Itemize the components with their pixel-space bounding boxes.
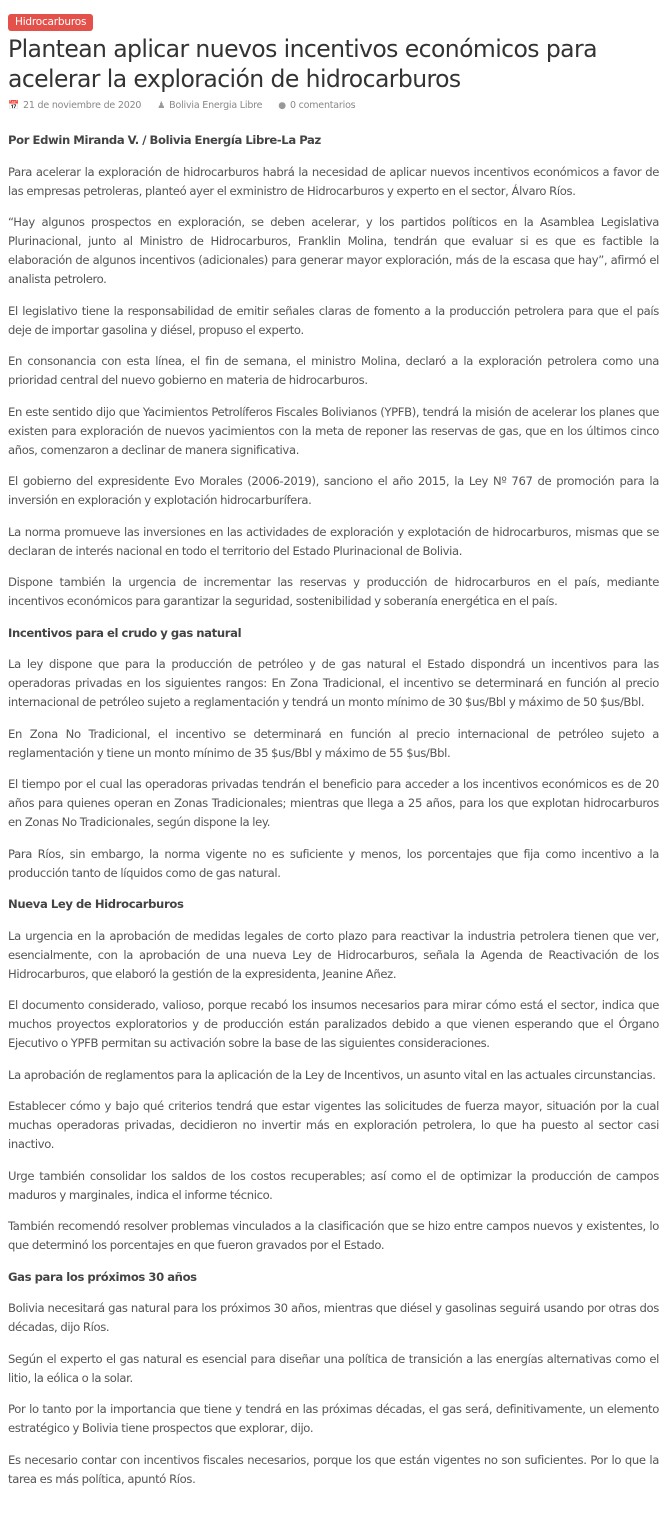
article-title: Plantean aplicar nuevos incentivos económicos para acelerar la exploración de hidrocarburos [8, 35, 597, 93]
post-author[interactable]: Bolivia Energia Libre [169, 100, 263, 111]
calendar-icon: 📅 [8, 100, 20, 111]
post-date[interactable]: 21 de noviembre de 2020 [23, 100, 142, 111]
paragraph: En consonancia con esta línea, el fin de semana, el ministro Molina, declaró a la exploración petrolera como una prioridad central del nuevo gobierno en materia de hidrocarburos. [8, 354, 659, 387]
section-heading: Nueva Ley de Hidrocarburos [8, 897, 184, 911]
category-badge[interactable]: Hidrocarburos [8, 14, 93, 31]
paragraph: Es necesario contar con incentivos fiscales necesarios, porque los que están vigentes no son suficientes. Por lo que la tarea es más política, apuntó Ríos. [8, 1452, 659, 1486]
article-body [8, 131, 659, 1489]
paragraph: Para acelerar la exploración de hidrocarburos habrá la necesidad de aplicar nuevos incentivos económicos a favor de las empresas petroleras, planteó ayer el exministro de Hidrocarburos y experto en el sector, Álvaro Ríos. [8, 164, 659, 198]
paragraph: La urgencia en la aprobación de medidas legales de corto plazo para reactivar la industria petrolera tienen que ver, esencialmente, con la aprobación de una nueva Ley de Hidrocarburos, señala la Agenda de Reactivación de los Hidrocarburos, que elaboró la gestión de la expresidenta, Jeanine Añez. [8, 928, 659, 981]
paragraph: El tiempo por el cual las operadoras privadas tendrán el beneficio para acceder a los incentivos económicos es de 20 años para quienes operan en Zonas Tradicionales; mientras que llega a 25 años, para los que explotan hidrocarburos en Zonas No Tradicionales, según dispone la ley. [8, 777, 659, 829]
byline: Por Edwin Miranda V. / Bolivia Energía Libre-La Paz [8, 133, 321, 147]
paragraph: Establecer cómo y bajo qué criterios tendrá que estar vigentes las solicitudes de fuerza mayor, situación por la cual muchas operadoras privadas, decidieron no invertir más en exploración petrolera, lo que ha puesto al sector casi inactivo. [8, 1099, 659, 1151]
comment-icon: ● [278, 100, 286, 111]
paragraph: También recomendó resolver problemas vinculados a la clasificación que se hizo entre campos nuevos y existentes, lo que determinó los porcentajes en que fueron gravados por el Estado. [8, 1219, 659, 1252]
comments-link[interactable]: 0 comentarios [289, 100, 356, 111]
paragraph: El gobierno del expresidente Evo Morales (2006-2019), sanciono el año 2015, la Ley Nº 767 de promoción para la inversión en exploración y explotación hidrocarburífera. [8, 474, 659, 507]
paragraph: Por lo tanto por la importancia que tiene y tendrá en las próximas décadas, el gas será, definitivamente, un elemento estratégico y Bolivia tiene prospectos que explorar, dijo. [8, 1402, 659, 1435]
paragraph: “Hay algunos prospectos en exploración, se deben acelerar, y los partidos políticos en la Asamblea Legislativa Plurinacional, junto al Ministro de Hidrocarburos, Franklin Molina, tendrán que evaluar si es que es factible la elaboración de algunos incentivos (adicionales) para generar mayor exploración, más de la escasa que hay”, afirmó el analista petrolero. [8, 215, 659, 286]
article-meta [8, 100, 659, 111]
paragraph: Bolivia necesitará gas natural para los próximos 30 años, mientras que diésel y gasolinas seguirá usando por otras dos décadas, dijo Ríos. [8, 1301, 659, 1334]
paragraph: En este sentido dijo que Yacimientos Petrolíferos Fiscales Bolivianos (YPFB), tendrá la misión de acelerar los planes que existen para exploración de nuevos yacimientos con la meta de reponer las reservas de gas, que en los últimos cinco años, comenzaron a declinar de manera significativa. [8, 404, 659, 457]
section-heading: Gas para los próximos 30 años [8, 1269, 197, 1284]
paragraph: El legislativo tiene la responsabilidad de emitir señales claras de fomento a la producción petrolera para que el país deje de importar gasolina y diésel, propuso el experto. [8, 303, 659, 337]
article-header [8, 10, 659, 111]
paragraph: La norma promueve las inversiones en las actividades de exploración y explotación de hidrocarburos, mismas que se declaran de interés nacional en todo el territorio del Estado Plurinacional de Bolivia. [8, 524, 659, 558]
paragraph: La aprobación de reglamentos para la aplicación de la Ley de Incentivos, un asunto vital en las actuales circunstancias. [8, 1067, 656, 1082]
paragraph: Urge también consolidar los saldos de los costos recuperables; así como el de optimizar la producción de campos maduros y marginales, indica el informe técnico. [8, 1168, 659, 1202]
paragraph: Según el experto el gas natural es esencial para diseñar una política de transición a las energías alternativas como el litio, la eólica o la solar. [8, 1351, 659, 1385]
paragraph: El documento considerado, valioso, porque recabó los insumos necesarios para mirar cómo está el sector, indica que muchos proyectos exploratorios y de producción están paralizados debido a que vienen esperando que el Órgano Ejecutivo o YPFB permitan su activación sobre la base de las siguientes consideraciones. [8, 998, 659, 1050]
paragraph: Para Ríos, sin embargo, la norma vigente no es suficiente y menos, los porcentajes que fija como incentivo a la producción tanto de líquidos como de gas natural. [8, 846, 659, 880]
paragraph: Dispone también la urgencia de incrementar las reservas y producción de hidrocarburos en el país, mediante incentivos económicos para garantizar la seguridad, sostenibilidad y soberanía energética en el país. [8, 575, 659, 608]
user-icon: ♟ [157, 100, 166, 111]
paragraph: La ley dispone que para la producción de petróleo y de gas natural el Estado dispondrá un incentivos para las operadoras privadas en los siguientes rangos: En Zona Tradicional, el incentivo se determinará en función al precio internacional de petróleo sujeto a reglamentación y tendrá un monto mínimo de 30 $us/Bbl y máximo de 50 $us/Bbl. [8, 657, 659, 709]
paragraph: En Zona No Tradicional, el incentivo se determinará en función al precio internacional de petróleo sujeto a reglamentación y tiene un monto mínimo de 35 $us/Bbl y máximo de 55 $us/Bbl. [8, 726, 659, 760]
section-heading: Incentivos para el crudo y gas natural [8, 625, 242, 640]
